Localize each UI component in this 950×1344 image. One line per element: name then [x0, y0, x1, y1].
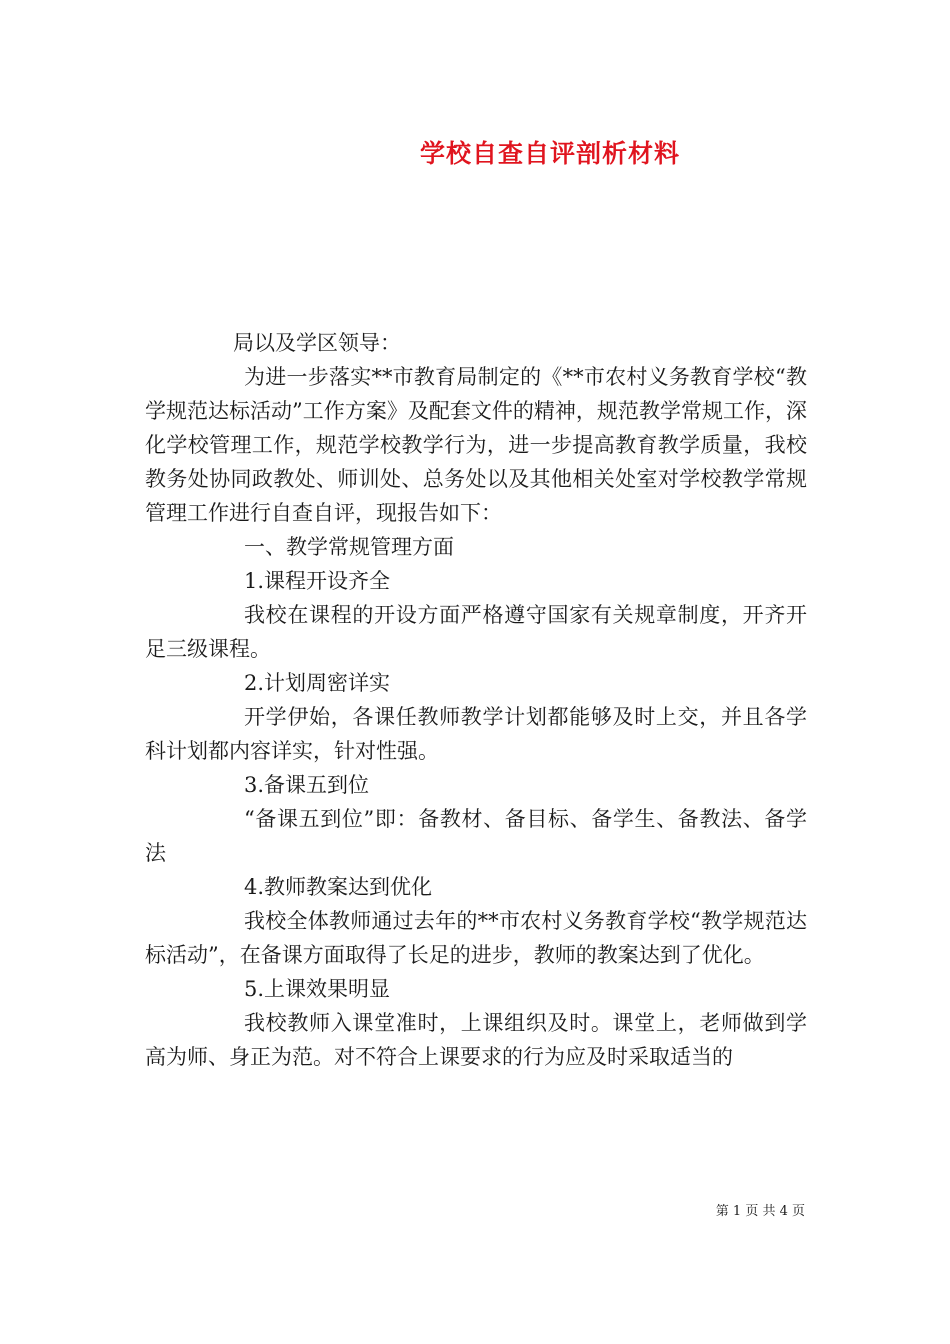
- paragraph-3: “备课五到位”即：备教材、备目标、备学生、备教法、备学法: [145, 807, 807, 865]
- paragraph-1: 我校在课程的开设方面严格遵守国家有关规章制度，开齐开足三级课程。: [145, 603, 807, 661]
- document-title: 学校自查自评剖析材料: [419, 139, 680, 168]
- paragraph-2: 开学伊始，各课任教师教学计划都能够及时上交，并且各学科计划都内容详实，针对性强。: [145, 705, 807, 763]
- subheading-3: 3.备课五到位: [244, 773, 370, 797]
- salutation: 局以及学区领导：: [233, 331, 401, 355]
- subheading-5: 5.上课效果明显: [244, 977, 391, 1001]
- subheading-2: 2.计划周密详实: [244, 671, 391, 695]
- paragraph-5: 我校教师入课堂准时，上课组织及时。课堂上，老师做到学高为师、身正为范。对不符合上课要求的行为应及时采取适当的: [145, 1011, 807, 1069]
- section-heading: 一、教学常规管理方面: [244, 535, 454, 559]
- subheading-1: 1.课程开设齐全: [244, 569, 391, 593]
- subheading-4: 4.教师教案达到优化: [244, 875, 433, 899]
- document-body: [145, 326, 807, 1074]
- page-number-footer: 第 1 页 共 4 页: [715, 1204, 805, 1219]
- paragraph-4: 我校全体教师通过去年的**市农村义务教育学校“教学规范达标活动”，在备课方面取得了长足的进步，教师的教案达到了优化。: [145, 909, 807, 967]
- intro-paragraph: 为进一步落实**市教育局制定的《**市农村义务教育学校“教学规范达标活动”工作方案》及配套文件的精神，规范教学常规工作，深化学校管理工作，规范学校教学行为，进一步提高教育教学质量，我校教务处协同政教处、师训处、总务处以及其他相关处室对学校教学常规管理工作进行自查自评，现报告如下：: [145, 365, 807, 525]
